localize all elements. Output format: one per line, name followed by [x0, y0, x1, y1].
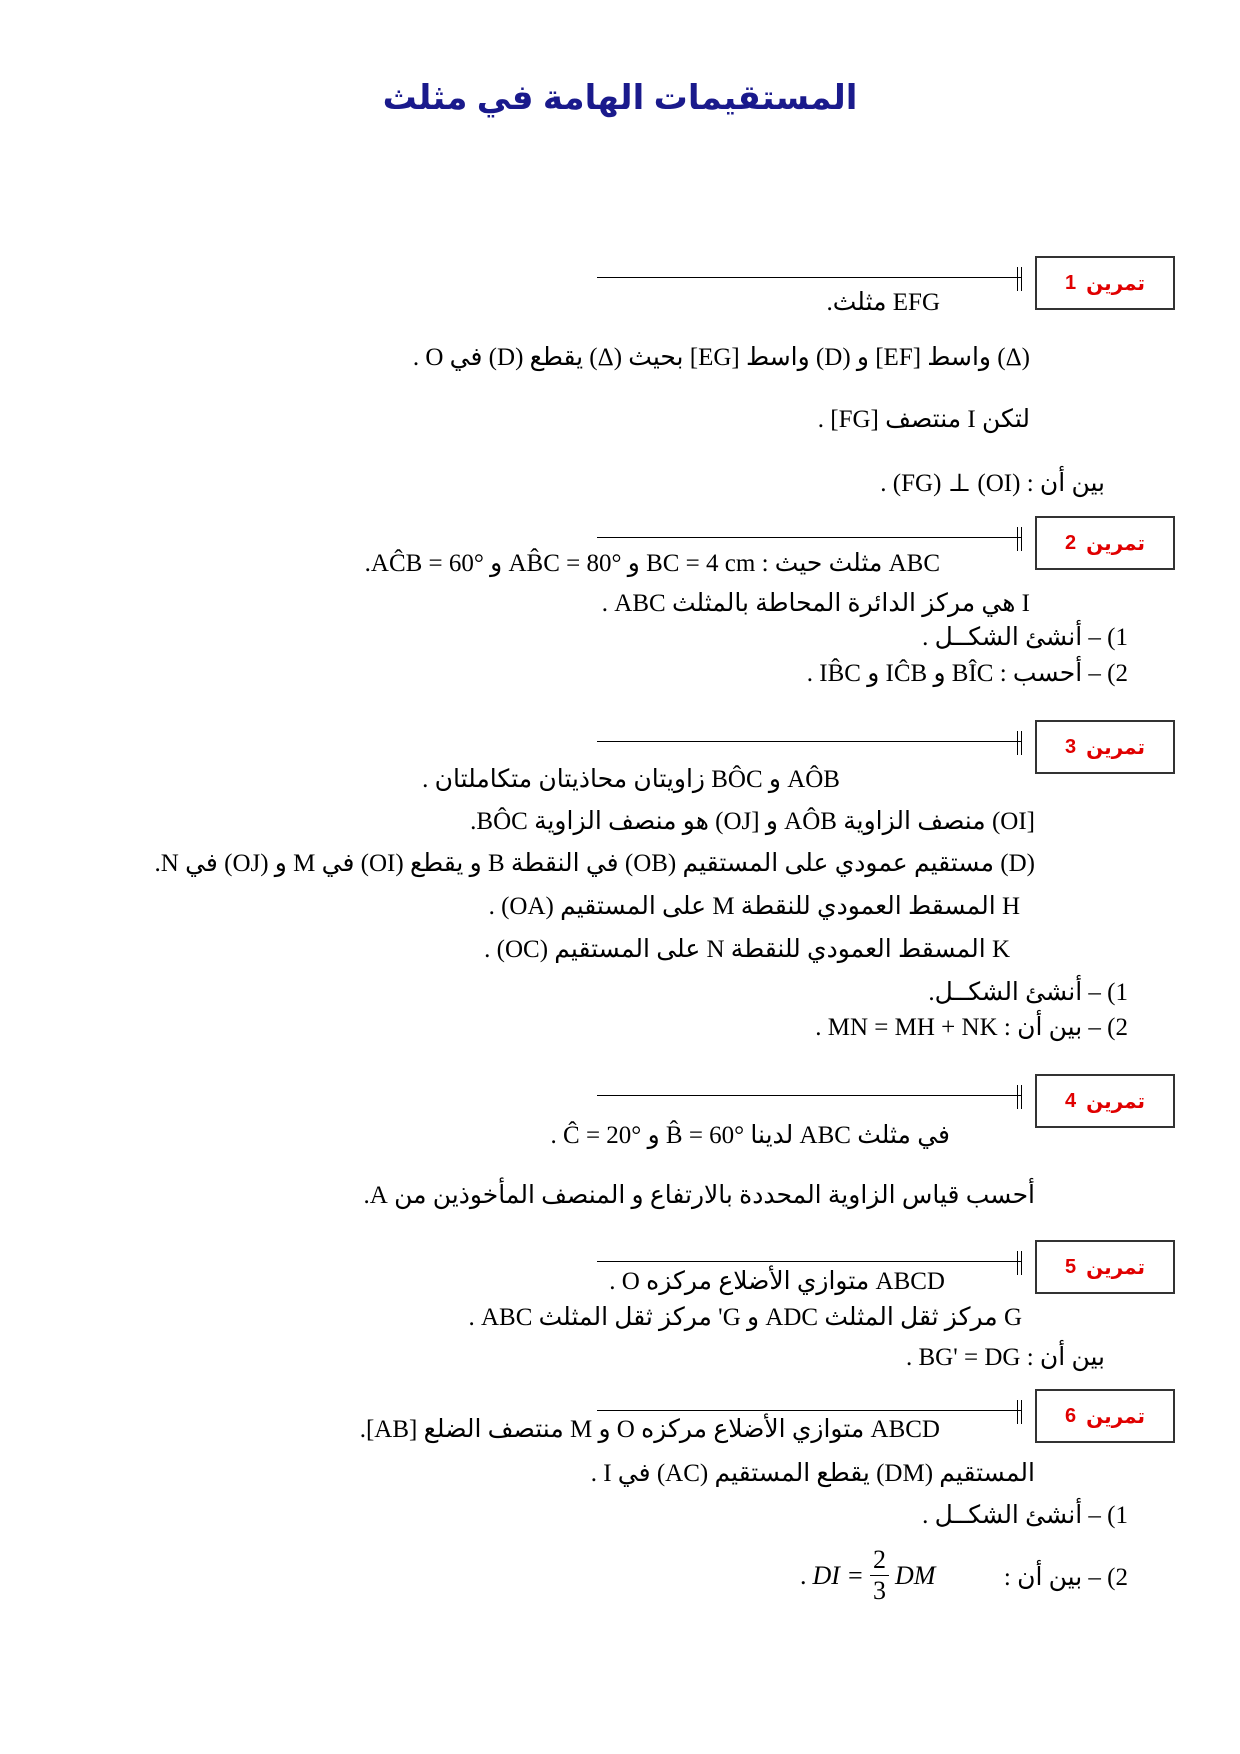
ex2-line-3: 1) – أنشئ الشكــل .: [922, 624, 1128, 651]
exercise-4-separator: [597, 1095, 1022, 1096]
ex5-line-1: ABCD متوازي الأضلاع مركزه O .: [609, 1268, 945, 1295]
exercise-number: 5: [1065, 1255, 1077, 1278]
exercise-number: 4: [1065, 1089, 1077, 1112]
exercise-1-label: [1035, 256, 1175, 310]
ex1-line-3: لتكن I منتصف [FG] .: [817, 406, 1030, 433]
exercise-label-text: تمرين: [1086, 532, 1145, 555]
formula-lhs: DI =: [812, 1560, 864, 1590]
exercise-4-label: [1035, 1074, 1175, 1128]
ex5-line-2: G مركز ثقل المثلث ADC و G' مركز ثقل المثلث ABC .: [468, 1304, 1022, 1331]
page-title: المستقيمات الهامة في مثلث: [382, 79, 858, 117]
ex3-line-4: H المسقط العمودي للنقطة M على المستقيم (OA) .: [488, 893, 1020, 920]
exercise-6-separator: [597, 1410, 1022, 1411]
ex3-line-5: K المسقط العمودي للنقطة N على المستقيم (OC) .: [484, 936, 1010, 963]
exercise-6-label: [1035, 1389, 1175, 1443]
exercise-label-text: تمرين: [1086, 1256, 1145, 1279]
exercise-number: 6: [1065, 1404, 1077, 1427]
exercise-2-label: [1035, 516, 1175, 570]
exercise-number: 1: [1065, 271, 1077, 294]
ex2-line-2: I هي مركز الدائرة المحاطة بالمثلث ABC .: [601, 590, 1030, 617]
formula-end: .: [800, 1560, 807, 1590]
exercise-label-text: تمرين: [1086, 736, 1145, 759]
exercise-label-text: تمرين: [1086, 1090, 1145, 1113]
ex1-line-4: بين أن : (OI) ⊥ (FG) .: [880, 470, 1105, 497]
ex6-line-2: المستقيم (DM) يقطع المستقيم (AC) في I .: [590, 1460, 1035, 1487]
ex3-line-6: 1) – أنشئ الشكــل.: [928, 979, 1128, 1006]
exercise-3-separator: [597, 741, 1022, 742]
ex3-line-7: 2) – بين أن : MN = MH + NK .: [815, 1014, 1128, 1041]
ex5-line-3: بين أن : BG' = DG .: [906, 1344, 1105, 1371]
ex6-formula: [800, 1545, 935, 1606]
ex6-line-1: ABCD متوازي الأضلاع مركزه O و M منتصف الضلع [AB].: [359, 1416, 940, 1443]
exercise-1-separator: [597, 277, 1022, 278]
exercise-number: 2: [1065, 531, 1077, 554]
exercise-label-text: تمرين: [1086, 272, 1145, 295]
ex1-line-2: (Δ) واسط [EF] و (D) واسط [EG] بحيث (Δ) يقطع (D) في O .: [412, 344, 1030, 371]
ex6-line-3: 1) – أنشئ الشكــل .: [922, 1502, 1128, 1529]
fraction-denominator: 3: [872, 1576, 886, 1605]
formula-rhs: DM: [894, 1560, 936, 1590]
ex2-line-1: ABC مثلث حيث : BC = 4 cm و AB̂C = 80° و AĈB = 60°.: [364, 550, 940, 577]
ex4-line-2: أحسب قياس الزاوية المحددة بالارتفاع و المنصف المأخوذين من A.: [363, 1182, 1035, 1209]
ex2-line-4: 2) – أحسب : BÎC و IĈB و IB̂C .: [806, 660, 1128, 687]
ex3-line-3: (D) مستقيم عمودي على المستقيم (OB) في النقطة B و يقطع (OI) في M و (OJ) في N.: [154, 850, 1035, 877]
ex6-line-4: 2) – بين أن :: [1003, 1564, 1128, 1591]
exercise-5-label: [1035, 1240, 1175, 1294]
formula-fraction: [870, 1545, 889, 1606]
fraction-numerator: 2: [870, 1545, 889, 1576]
ex4-line-1: في مثلث ABC لدينا B̂ = 60° و Ĉ = 20° .: [550, 1122, 950, 1149]
exercise-label-text: تمرين: [1086, 1405, 1145, 1428]
exercise-2-separator: [597, 537, 1022, 538]
ex3-line-1: AÔB و BÔC زاويتان محاذيتان متكاملتان .: [422, 766, 840, 793]
exercise-3-label: [1035, 720, 1175, 774]
ex3-line-2: [OI) منصف الزاوية AÔB و [OJ) هو منصف الزاوية BÔC.: [470, 808, 1035, 835]
exercise-5-separator: [597, 1261, 1022, 1262]
ex1-line-1: EFG مثلث.: [826, 289, 940, 316]
exercise-number: 3: [1065, 735, 1077, 758]
